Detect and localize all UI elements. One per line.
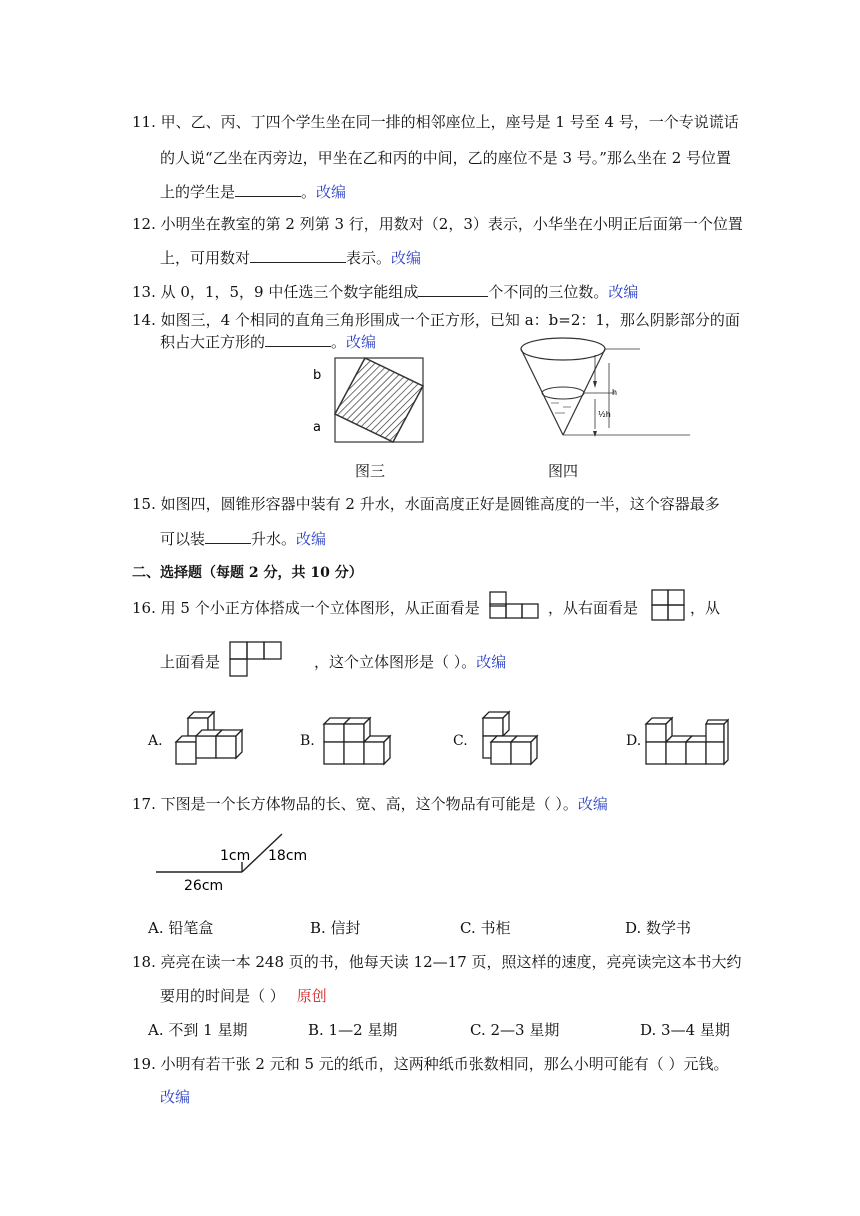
q19-line1: 19. 小明有若干张 2 元和 5 元的纸币，这两种纸币张数相同，那么小明可能有（ ）元钱。 xyxy=(132,1055,729,1073)
q11-answer-blank[interactable] xyxy=(235,180,301,197)
q16-option-d-cubes[interactable] xyxy=(642,712,732,772)
q18-option-a[interactable]: A. 不到 1 星期 xyxy=(148,1021,248,1039)
q17-label-width: 18cm xyxy=(268,848,308,864)
fig3-label-a: a xyxy=(313,420,321,435)
q14-answer-blank[interactable] xyxy=(265,330,331,347)
q14-text-end: 。 xyxy=(331,333,347,351)
q15-tag: 改编 xyxy=(296,530,327,548)
q16-option-c-label[interactable]: C. xyxy=(453,733,468,749)
q18-option-d[interactable]: D. 3—4 星期 xyxy=(640,1021,730,1039)
q18-text: 要用的时间是（ ） xyxy=(160,987,285,1005)
caption-figure-4: 图四 xyxy=(548,462,579,480)
q16-line2a: 上面看是 xyxy=(160,653,221,671)
q12-line2 xyxy=(160,246,421,268)
q19-line2 xyxy=(160,1087,190,1107)
q13-answer-blank[interactable] xyxy=(418,280,488,297)
q14-line2 xyxy=(160,330,376,352)
q11-line1: 11. 甲、乙、丙、丁四个学生坐在同一排的相邻座位上，座号是 1 号至 4 号，一个专说谎话 xyxy=(132,113,739,131)
q17-option-d[interactable]: D. 数学书 xyxy=(625,919,692,937)
q15-line1: 15. 如图四，圆锥形容器中装有 2 升水，水面高度正好是圆锥高度的一半，这个容器最多 xyxy=(132,495,720,513)
fig3-label-b: b xyxy=(313,368,322,383)
caption-figure-3: 图三 xyxy=(355,462,386,480)
q16-tag: 改编 xyxy=(476,653,507,671)
q17-tag: 改编 xyxy=(577,795,608,813)
q13-text-end: 个不同的三位数。 xyxy=(488,283,609,301)
q15-text: 可以装 xyxy=(160,530,206,548)
q13-text: 13. 从 0，1，5，9 中任选三个数字能组成 xyxy=(132,283,419,301)
figure-4-cone-diagram xyxy=(515,333,695,443)
q12-text-end: 表示。 xyxy=(346,249,392,267)
q17-option-a[interactable]: A. 铅笔盒 xyxy=(148,919,214,937)
q12-tag: 改编 xyxy=(391,249,422,267)
q17-option-c[interactable]: C. 书柜 xyxy=(460,919,511,937)
q12-answer-blank[interactable] xyxy=(250,246,346,263)
q18-option-c[interactable]: C. 2—3 星期 xyxy=(470,1021,560,1039)
q11-text-end: 。 xyxy=(301,183,317,201)
q16-option-d-label[interactable]: D. xyxy=(626,733,642,749)
q17-line1 xyxy=(132,794,608,814)
q16-option-a-label[interactable]: A. xyxy=(148,733,163,749)
q11-tag: 改编 xyxy=(316,183,347,201)
q11-text: 上的学生是 xyxy=(160,183,236,201)
q16-line1b: ，从右面看是 xyxy=(548,599,639,617)
q17-text: 17. 下图是一个长方体物品的长、宽、高，这个物品有可能是（ ）。 xyxy=(132,795,578,813)
q11-line3 xyxy=(160,180,346,202)
q18-line1: 18. 亮亮在读一本 248 页的书，他每天读 12—17 页，照这样的速度，亮亮读完这本书大约 xyxy=(132,953,742,971)
q14-line1: 14. 如图三，4 个相同的直角三角形围成一个正方形，已知 a：b=2：1，那么阴影部分的面 xyxy=(132,311,740,329)
q18-line2 xyxy=(160,986,327,1006)
q17-option-b[interactable]: B. 信封 xyxy=(310,919,361,937)
q11-line2: 的人说“乙坐在丙旁边，甲坐在乙和丙的中间，乙的座位不是 3 号。”那么坐在 2 号位置 xyxy=(160,149,731,167)
q12-text: 上，可用数对 xyxy=(160,249,251,267)
q16-line2b xyxy=(314,652,506,672)
section-2-heading: 二、选择题（每题 2 分，共 10 分） xyxy=(132,565,363,581)
fig4-label-h: h xyxy=(612,388,618,397)
q16-option-c-cubes[interactable] xyxy=(475,708,565,773)
q16-line1c: ，从 xyxy=(690,599,721,617)
q17-label-length: 26cm xyxy=(184,878,224,894)
figure-3-square-diagram xyxy=(305,355,435,450)
q18-tag: 原创 xyxy=(296,987,327,1005)
q13-line1 xyxy=(132,280,638,302)
q18-option-b[interactable]: B. 1—2 星期 xyxy=(308,1021,398,1039)
q12-line1: 12. 小明坐在教室的第 2 列第 3 行，用数对（2，3）表示，小华坐在小明正后面第一个位置 xyxy=(132,215,743,233)
q15-line2 xyxy=(160,527,326,549)
q16-right-view-figure xyxy=(650,588,690,622)
q16-option-b-label[interactable]: B. xyxy=(300,733,315,749)
q16-text: ，这个立体图形是（ ）。 xyxy=(314,653,477,671)
q13-tag: 改编 xyxy=(608,283,639,301)
q16-top-view-figure xyxy=(228,640,284,680)
q16-front-view-figure xyxy=(488,590,544,620)
q14-tag: 改编 xyxy=(346,333,377,351)
q16-option-a-cubes[interactable] xyxy=(170,708,260,773)
q15-text-end: 升水。 xyxy=(251,530,297,548)
q17-label-height: 1cm xyxy=(220,848,251,864)
q17-dimension-diagram xyxy=(150,830,330,900)
q14-text: 积占大正方形的 xyxy=(160,333,266,351)
q19-tag: 改编 xyxy=(160,1088,191,1106)
q15-answer-blank[interactable] xyxy=(205,527,251,544)
q16-option-b-cubes[interactable] xyxy=(318,712,408,772)
fig4-label-half-h: ½h xyxy=(598,410,611,419)
q16-line1a: 16. 用 5 个小正方体搭成一个立体图形，从正面看是 xyxy=(132,599,480,617)
